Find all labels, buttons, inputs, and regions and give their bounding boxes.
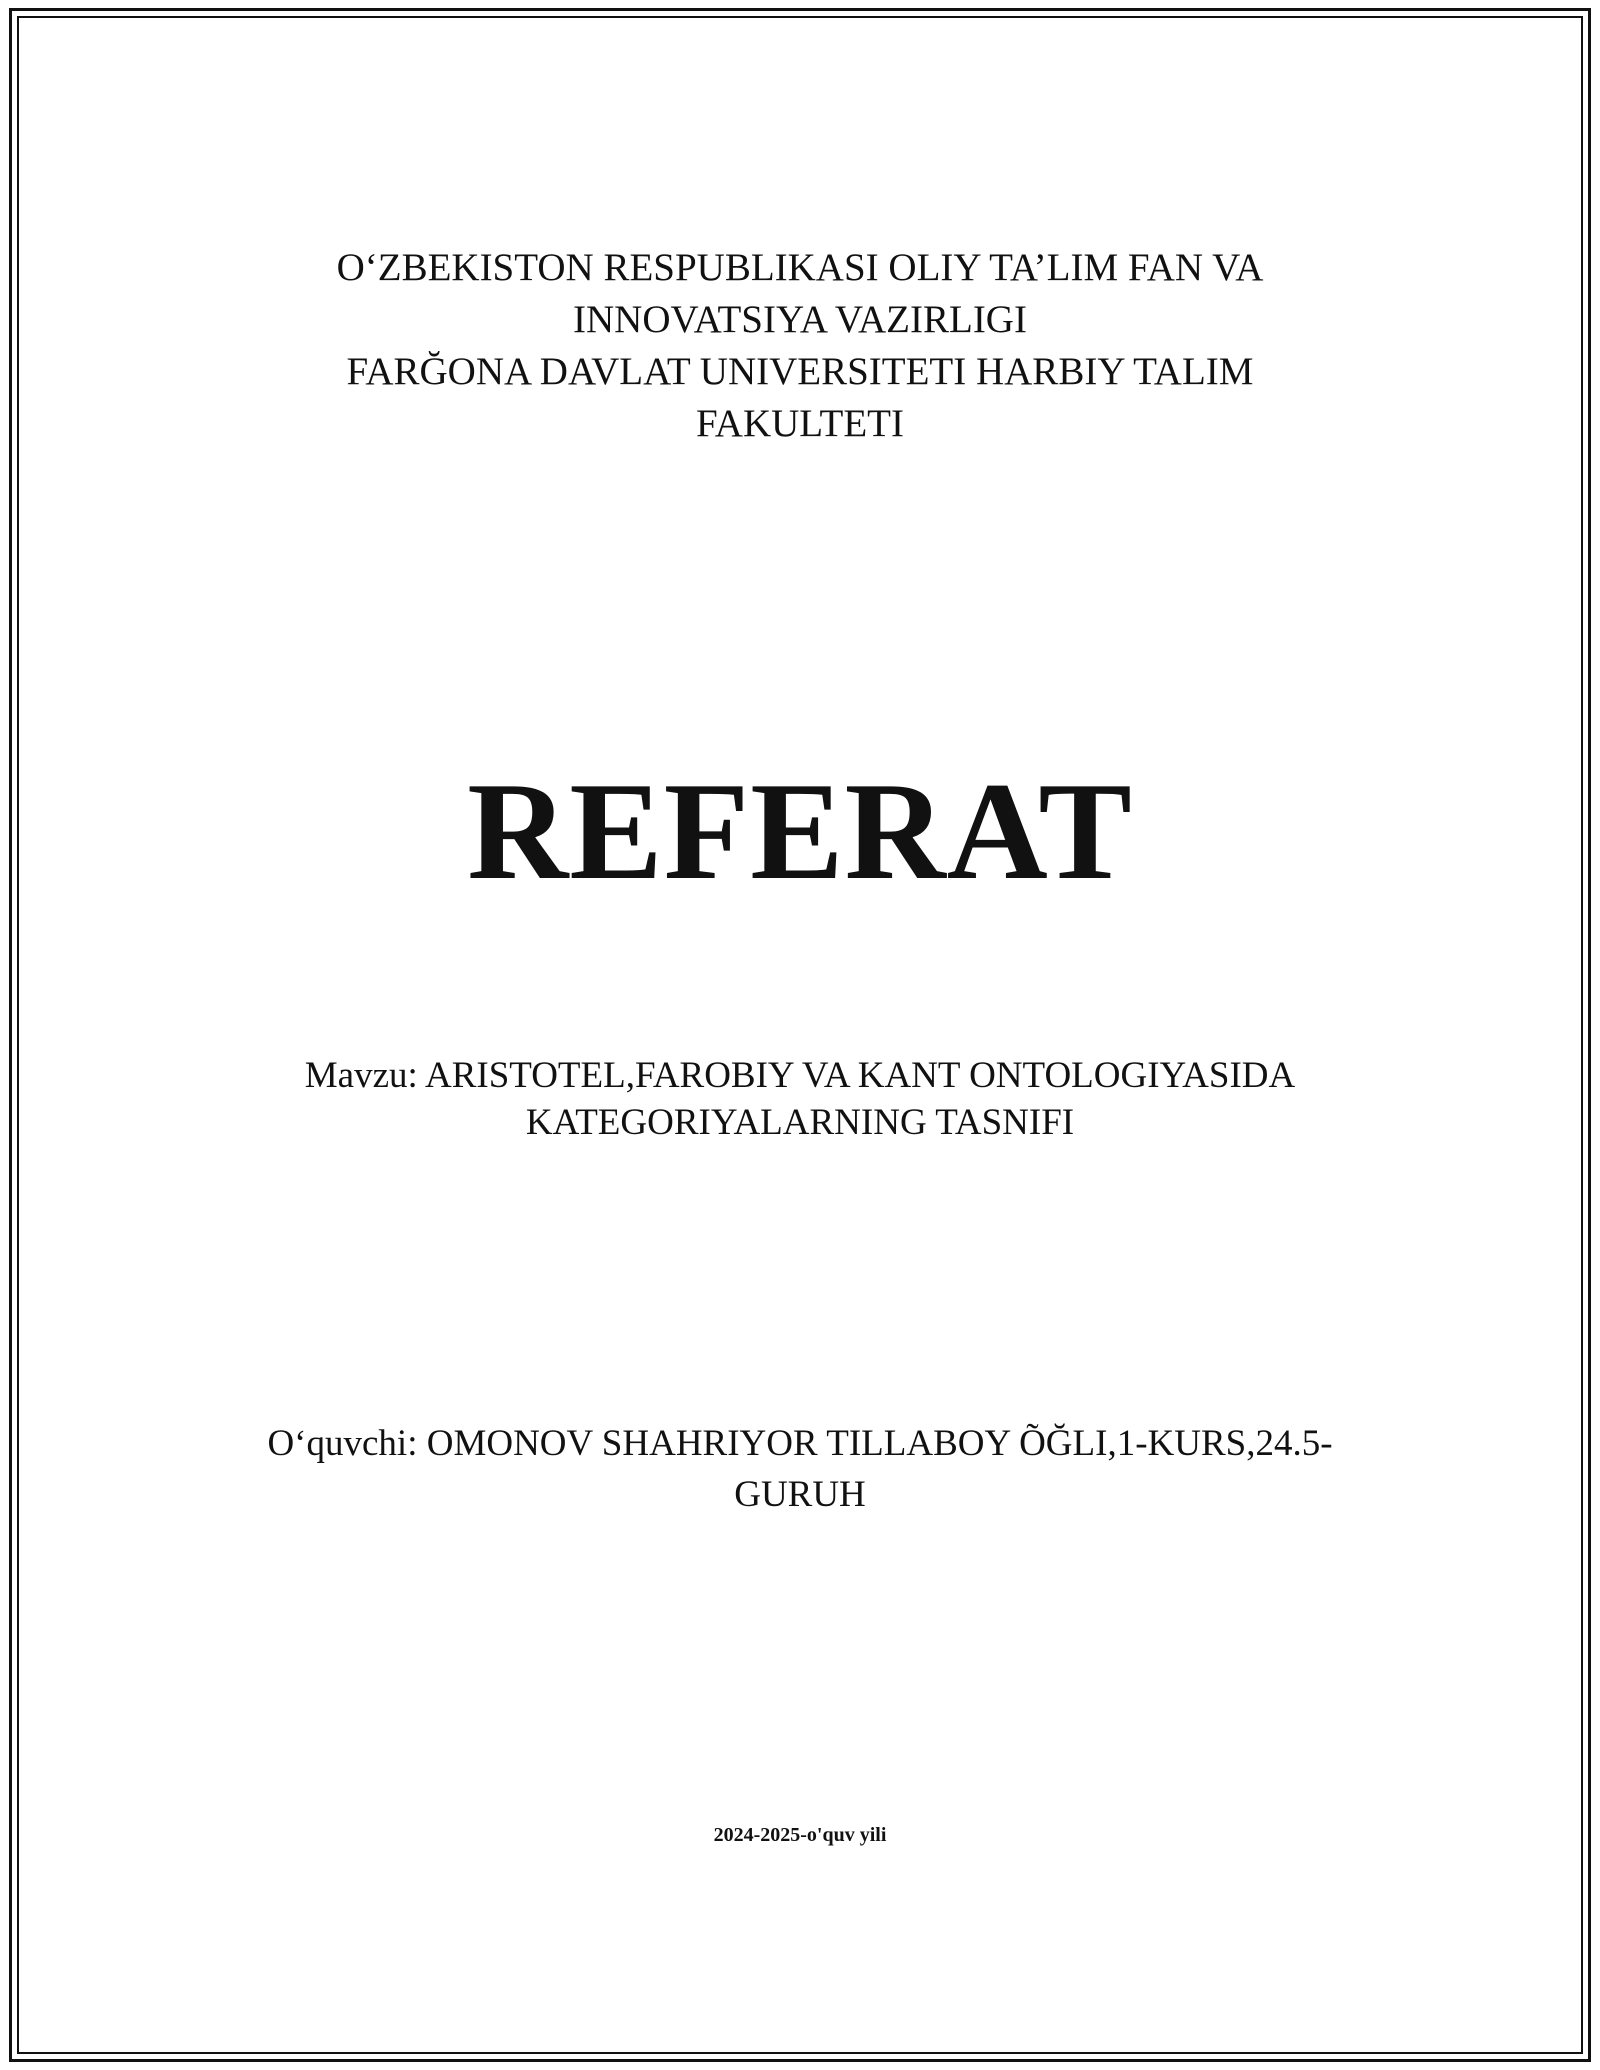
student-line-1: O‘quvchi: OMONOV SHAHRIYOR TILLABOY ÕĞLI,1-KURS,24.5- xyxy=(267,1423,1333,1464)
header-line-2: INNOVATSIYA VAZIRLIGI xyxy=(573,298,1027,341)
header-line-1: O‘ZBEKISTON RESPUBLIKASI OLIY TA’LIM FAN VA xyxy=(336,246,1264,289)
document-title: REFERAT xyxy=(467,754,1133,909)
student-line-2: GURUH xyxy=(734,1474,866,1515)
student-info xyxy=(200,1418,1400,1520)
topic-line-1: Mavzu: ARISTOTEL,FAROBIY VA KANT ONTOLOGIYASIDA xyxy=(304,1055,1296,1096)
topic xyxy=(200,1052,1400,1146)
institution-header xyxy=(200,242,1400,450)
header-line-4: FAKULTETI xyxy=(696,402,904,445)
header-line-3: FARĞONA DAVLAT UNIVERSITETI HARBIY TALIM xyxy=(346,350,1254,393)
academic-year: 2024-2025-o'quv yili xyxy=(713,1824,887,1846)
topic-line-2: KATEGORIYALARNING TASNIFI xyxy=(525,1102,1075,1143)
